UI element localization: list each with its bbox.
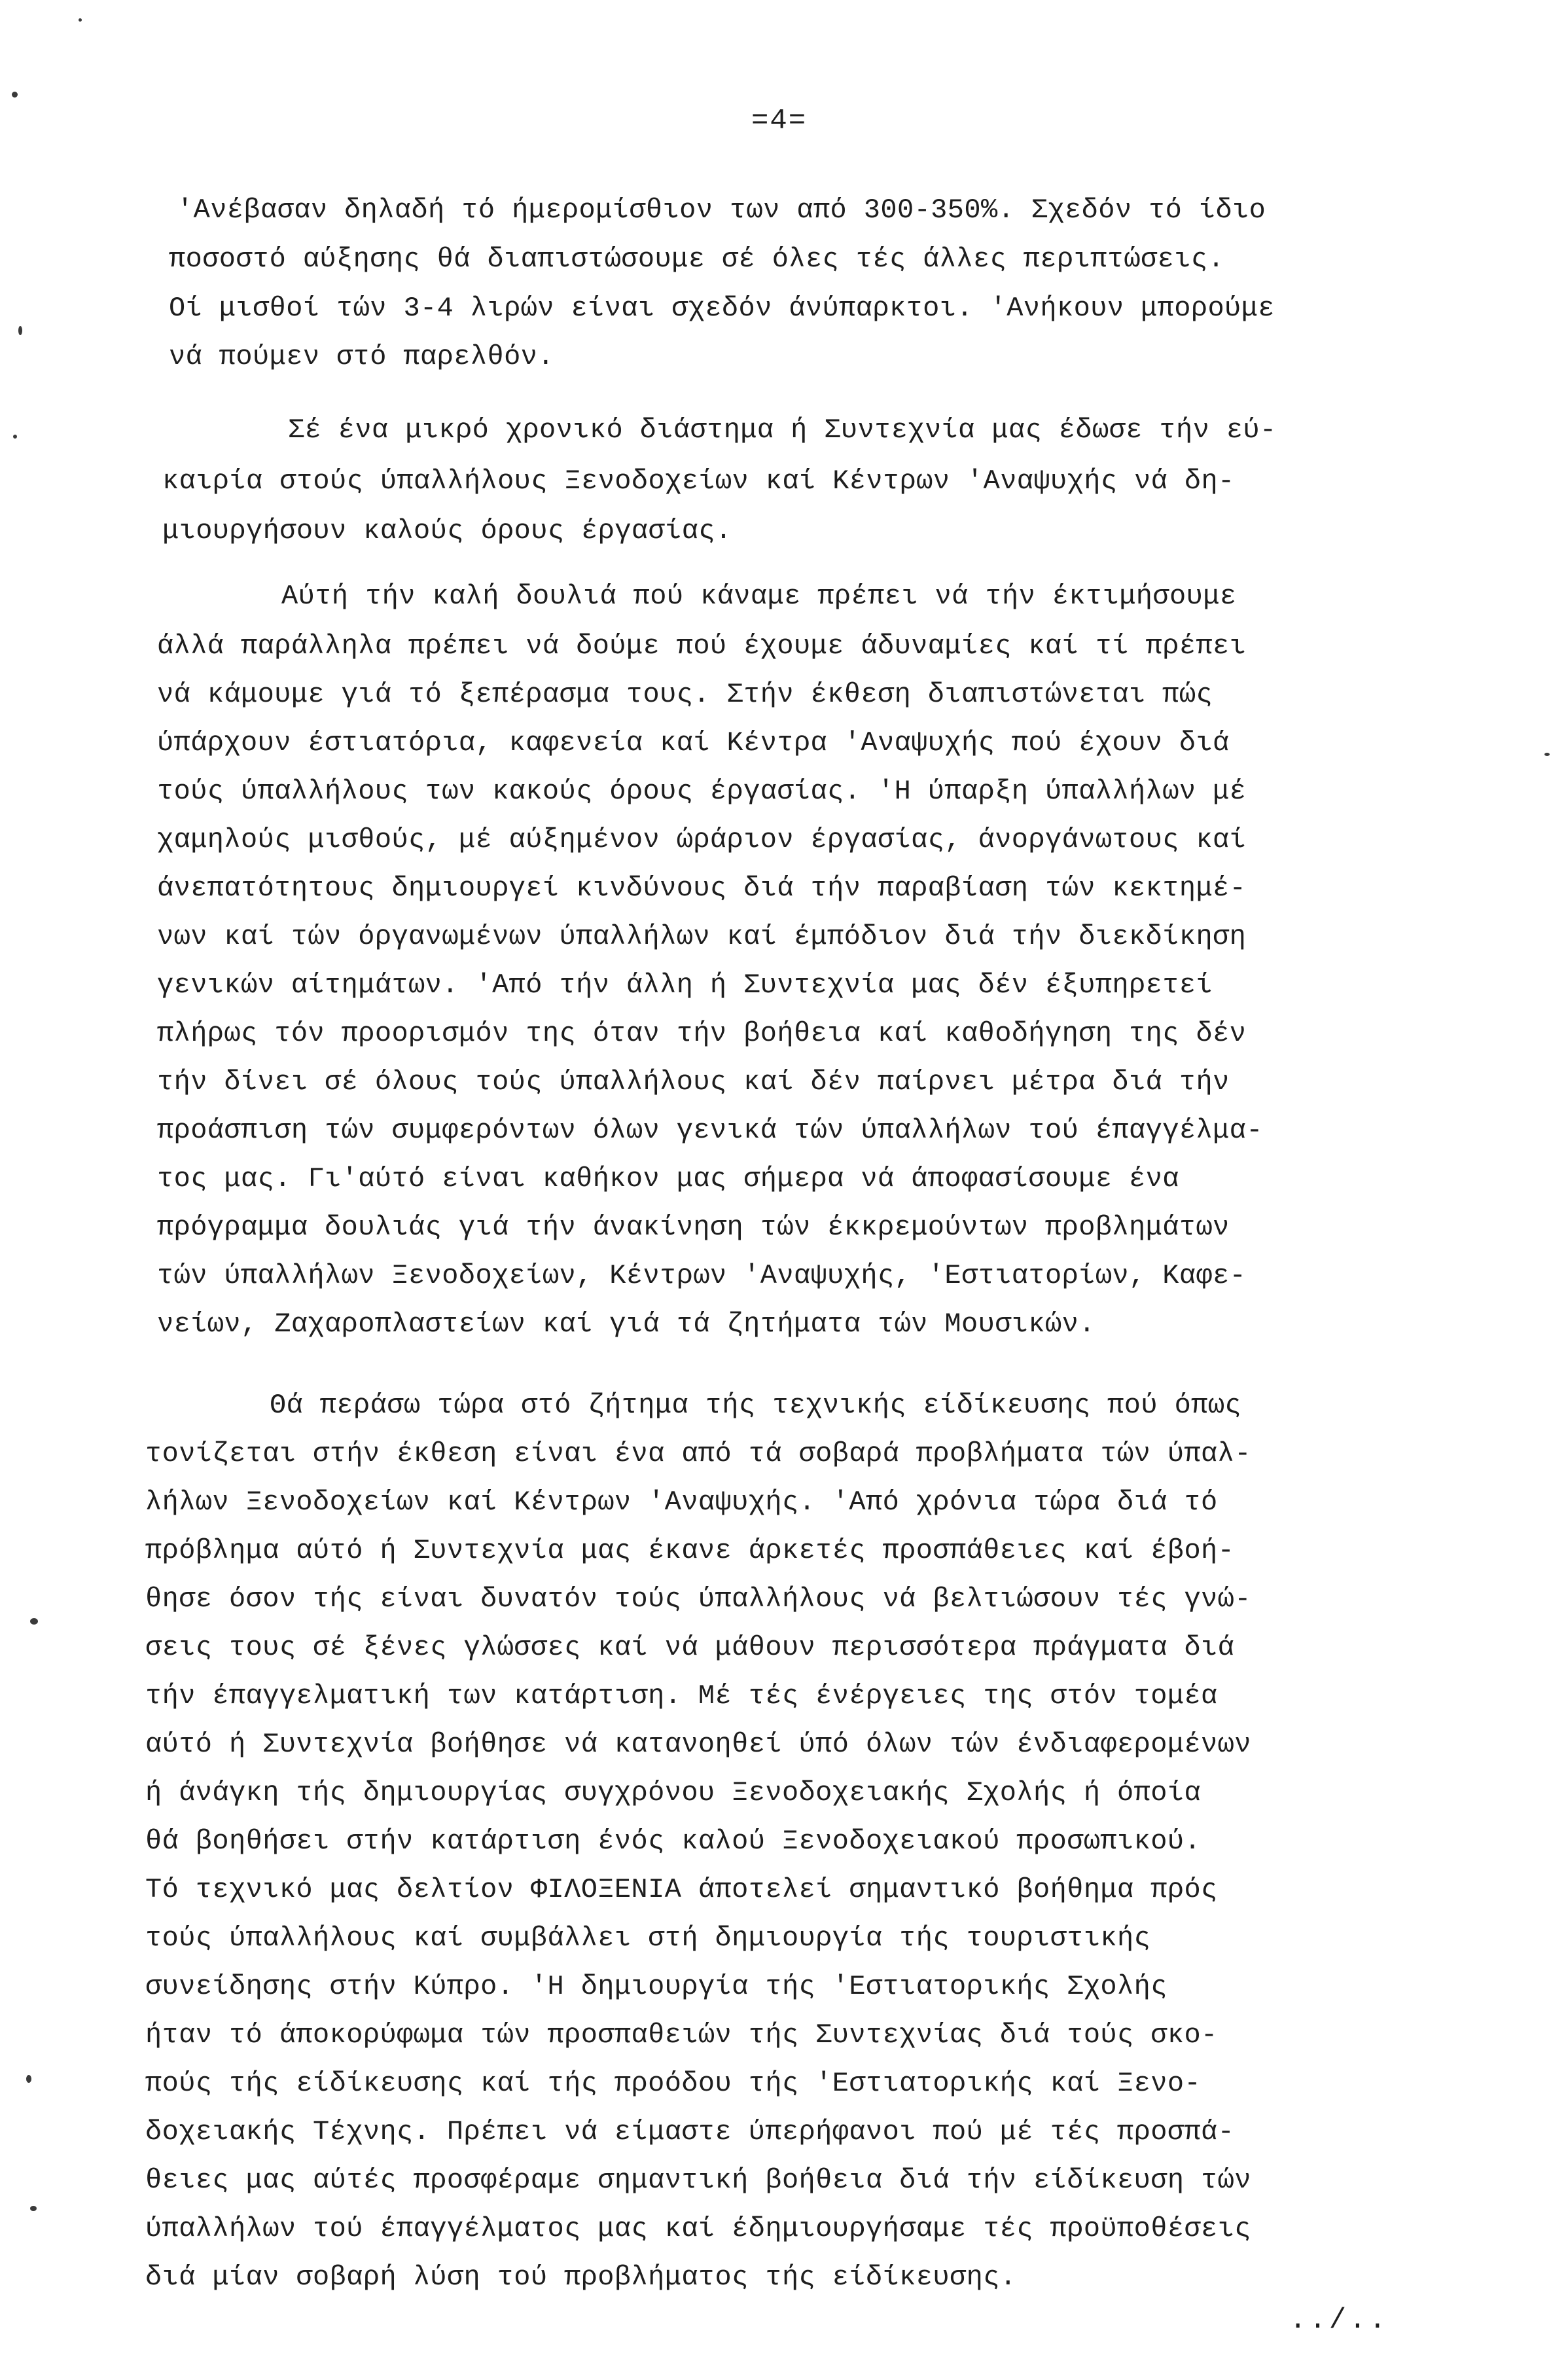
text-line: Τό τεχνικό μας δελτίον ΦΙΛΟΞΕΝΙΑ άποτελεί σημαντικό βοήθημα πρός <box>145 1874 1218 1905</box>
text-line: πούς τής είδίκευσης καί τής προόδου τής 'Εστιατορικής καί Ξενο- <box>145 2068 1202 2099</box>
text-line: διά μίαν σοβαρή λύση τού προβλήματος τής είδίκευσης. <box>145 2261 1017 2293</box>
text-line: θειες μας αύτές προσφέραμε σημαντική βοήθεια διά τήν είδίκευση τών <box>145 2165 1251 2196</box>
text-line: χαμηλούς μισθούς, μέ αύξημένον ώράριον έργασίας, άνοργάνωτους καί <box>157 824 1247 856</box>
text-line: ύπάρχουν έστιατόρια, καφενεία καί Κέντρα 'Αναψυχής πού έχουν διά <box>157 727 1230 759</box>
scan-speck <box>79 18 82 22</box>
text-line: δοχειακής Τέχνης. Πρέπει νά είμαστε ύπερήφανοι πού μέ τές προσπά- <box>145 2116 1235 2148</box>
text-line: Σέ ένα μικρό χρονικό διάστημα ή Συντεχνία μας έδωσε τήν εύ- <box>288 414 1277 446</box>
text-line: νων καί τών όργανωμένων ύπαλλήλων καί έμπόδιον διά τήν διεκδίκηση <box>157 921 1247 952</box>
text-line: πρόβλημα αύτό ή Συντεχνία μας έκανε άρκετές προσπάθειες καί έβοή- <box>145 1535 1235 1566</box>
text-line: 'Ανέβασαν δηλαδή τό ήμερομίσθιον των από 300-350%. Σχεδόν τό ίδιο <box>177 194 1266 226</box>
scan-speck <box>30 2206 37 2211</box>
text-line: σεις τους σέ ξένες γλώσσες καί νά μάθουν περισσότερα πράγματα διά <box>145 1632 1235 1663</box>
scan-speck <box>30 1618 38 1625</box>
text-line: ή άνάγκη τής δημιουργίας συγχρόνου Ξενοδοχειακής Σχολής ή όποία <box>145 1777 1202 1809</box>
text-line: συνείδησης στήν Κύπρο. 'Η δημιουργία τής 'Εστιατορικής Σχολής <box>145 1971 1167 2002</box>
text-line: πλήρως τόν προορισμόν της όταν τήν βοήθεια καί καθοδήγηση της δέν <box>157 1018 1247 1049</box>
text-line: καιρία στούς ύπαλλήλους Ξενοδοχείων καί Κέντρων 'Αναψυχής νά δη- <box>162 465 1235 497</box>
text-line: ποσοστό αύξησης θά διαπιστώσουμε σέ όλες τές άλλες περιπτώσεις. <box>169 243 1225 275</box>
text-line: μιουργήσουν καλούς όρους έργασίας. <box>162 515 732 547</box>
text-line: Θά περάσω τώρα στό ζήτημα τής τεχνικής είδίκευσης πού όπως <box>270 1390 1242 1421</box>
text-line: τονίζεται στήν έκθεση είναι ένα από τά σοβαρά προβλήματα τών ύπαλ- <box>145 1438 1251 1469</box>
text-line: αύτό ή Συντεχνία βοήθησε νά κατανοηθεί ύπό όλων τών ένδιαφερομένων <box>145 1729 1251 1760</box>
scan-speck <box>13 435 17 439</box>
scan-speck <box>18 326 22 335</box>
text-line: νείων, Ζαχαροπλαστείων καί γιά τά ζητήματα τών Μουσικών. <box>157 1308 1096 1340</box>
text-line: τήν έπαγγελματική των κατάρτιση. Μέ τές ένέργειες της στόν τομέα <box>145 1680 1218 1712</box>
text-line: τούς ύπαλλήλους των κακούς όρους έργασίας. 'Η ύπαρξη ύπαλλήλων μέ <box>157 776 1247 807</box>
text-line: νά πούμεν στό παρελθόν. <box>169 341 554 372</box>
text-line: άνεπατότητους δημιουργεί κινδύνους διά τήν παραβίαση τών κεκτημέ- <box>157 873 1247 904</box>
text-line: προάσπιση τών συμφερόντων όλων γενικά τών ύπαλλήλων τού έπαγγέλμα- <box>157 1115 1263 1146</box>
continuation-mark: ../.. <box>1289 2304 1389 2337</box>
text-line: θησε όσον τής είναι δυνατόν τούς ύπαλλήλους νά βελτιώσουν τές γνώ- <box>145 1583 1251 1615</box>
scan-speck <box>1544 753 1550 756</box>
text-line: θά βοηθήσει στήν κατάρτιση ένός καλού Ξενοδοχειακού προσωπικού. <box>145 1826 1202 1857</box>
text-line: τούς ύπαλλήλους καί συμβάλλει στή δημιουργία τής τουριστικής <box>145 1922 1151 1954</box>
scan-speck <box>26 2075 31 2083</box>
text-line: τών ύπαλλήλων Ξενοδοχείων, Κέντρων 'Αναψυχής, 'Εστιατορίων, Καφε- <box>157 1260 1247 1291</box>
text-line: λήλων Ξενοδοχείων καί Κέντρων 'Αναψυχής. 'Από χρόνια τώρα διά τό <box>145 1486 1218 1518</box>
text-line: τήν δίνει σέ όλους τούς ύπαλλήλους καί δέν παίρνει μέτρα διά τήν <box>157 1066 1230 1098</box>
text-line: ήταν τό άποκορύφωμα τών προσπαθειών τής Συντεχνίας διά τούς σκο- <box>145 2019 1218 2051</box>
text-line: άλλά παράλληλα πρέπει νά δούμε πού έχουμε άδυναμίες καί τί πρέπει <box>157 630 1247 662</box>
text-line: τος μας. Γι'αύτό είναι καθήκον μας σήμερα νά άποφασίσουμε ένα <box>157 1163 1179 1195</box>
text-line: ύπαλλήλων τού έπαγγέλματος μας καί έδημιουργήσαμε τές προϋποθέσεις <box>145 2213 1251 2244</box>
page-number: =4= <box>751 105 808 137</box>
text-line: γενικών αίτημάτων. 'Από τήν άλλη ή Συντεχνία μας δέν έξυπηρετεί <box>157 969 1213 1001</box>
text-line: νά κάμουμε γιά τό ξεπέρασμα τους. Στήν έκθεση διαπιστώνεται πώς <box>157 679 1213 710</box>
text-line: πρόγραμμα δουλιάς γιά τήν άνακίνηση τών έκκρεμούντων προβλημάτων <box>157 1212 1230 1243</box>
scan-speck <box>12 92 18 98</box>
text-line: Αύτή τήν καλή δουλιά πού κάναμε πρέπει νά τήν έκτιμήσουμε <box>281 581 1237 612</box>
text-line: Οί μισθοί τών 3-4 λιρών είναι σχεδόν άνύπαρκτοι. 'Ανήκουν μπορούμε <box>169 293 1275 324</box>
